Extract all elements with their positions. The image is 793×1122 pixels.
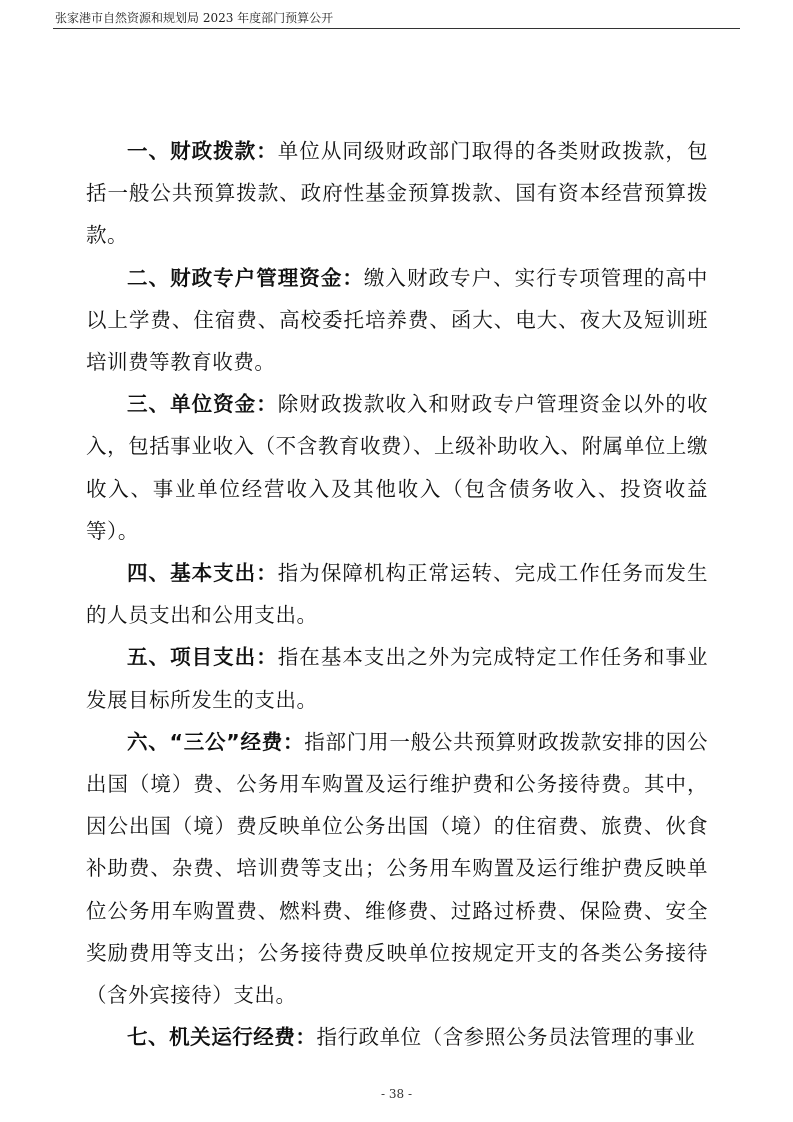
- term-definition: 除财政拨款收入和财政专户管理资金以外的收入，包括事业收入（不含教育收费）、上级补助收入、附属单位上缴收入、事业单位经营收入及其他收入（包含债务收入、投资收益等）。: [86, 392, 709, 543]
- term-heading: 七、机关运行经费：: [127, 1025, 317, 1050]
- term-definition: 指为保障机构正常运转、完成工作任务而发生的人员支出和公用支出。: [86, 561, 709, 628]
- term-heading: 五、项目支出：: [127, 645, 278, 670]
- term-heading: 六、“三公”经费：: [127, 729, 305, 754]
- header-divider: [53, 28, 740, 29]
- term-heading: 一、财政拨款：: [127, 139, 278, 163]
- term-heading: 四、基本支出：: [127, 561, 278, 586]
- term-heading: 三、单位资金：: [127, 392, 278, 417]
- document-body: [86, 130, 708, 1058]
- paragraph-6: [86, 721, 708, 1016]
- term-definition: 缴入财政专户、实行专项管理的高中以上学费、住宿费、高校委托培养费、函大、电大、夜大及短训班培训费等教育收费。: [86, 265, 708, 375]
- page-number: - 38 -: [380, 1087, 412, 1101]
- term-heading: 二、财政专户管理资金：: [127, 265, 364, 290]
- paragraph-2: [86, 257, 708, 384]
- paragraph-1: [86, 130, 708, 257]
- document-header: 张家港市自然资源和规划局 2023 年度部门预算公开: [55, 11, 334, 25]
- paragraph-5: [86, 636, 708, 720]
- term-definition: 单位从同级财政部门取得的各类财政拨款，包括一般公共预算拨款、政府性基金预算拨款、国有资本经营预算拨款。: [86, 139, 709, 248]
- term-definition: 指在基本支出之外为完成特定工作任务和事业发展目标所发生的支出。: [86, 645, 709, 712]
- paragraph-4: [86, 552, 708, 636]
- paragraph-3: [86, 383, 708, 552]
- term-definition: 指行政单位（含参照公务员法管理的事业: [316, 1025, 696, 1050]
- term-definition: 指部门用一般公共预算财政拨款安排的因公出国（境）费、公务用车购置及运行维护费和公务接待费。其中，因公出国（境）费反映单位公务出国（境）的住宿费、旅费、伙食补助费、杂费、培训费等支出；公务用车购置及运行维护费反映单位公务用车购置费、燃料费、维修费、过路过桥费、保险费、安全奖励费用等支出；公务接待费反映单位按规定开支的各类公务接待（含外宾接待）支出。: [86, 729, 708, 1008]
- paragraph-7: [86, 1016, 708, 1058]
